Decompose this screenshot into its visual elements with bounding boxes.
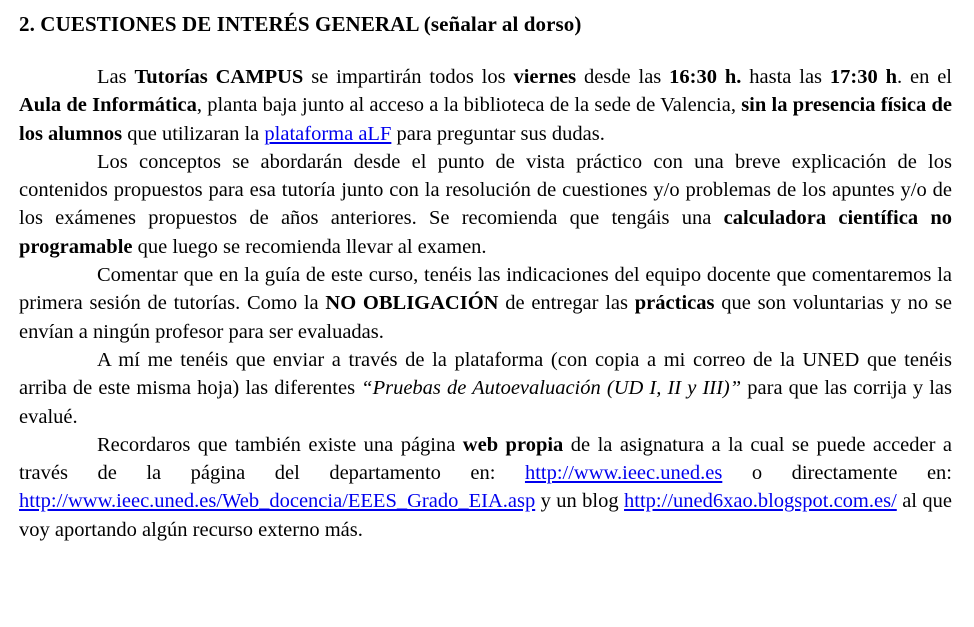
bold-text: web propia bbox=[462, 433, 564, 456]
section-body bbox=[19, 63, 952, 544]
bold-text: Aula de Informática bbox=[19, 94, 197, 117]
paragraph-web bbox=[19, 431, 952, 544]
link-blog[interactable]: http://uned6xao.blogspot.com.es/ bbox=[624, 490, 897, 513]
link-web-docencia[interactable]: http://www.ieec.uned.es/Web_docencia/EEES_Grado_EIA.asp bbox=[19, 490, 536, 513]
paragraph-autoevaluacion bbox=[19, 346, 952, 431]
paragraph-tutorias bbox=[19, 63, 952, 148]
bold-text: prácticas bbox=[634, 292, 715, 315]
bold-text: NO OBLIGACIÓN bbox=[325, 292, 499, 315]
text-run: para preguntar sus dudas. bbox=[391, 122, 605, 145]
text-run: desde las bbox=[576, 66, 670, 88]
text-run: se impartirán todos los bbox=[303, 66, 514, 88]
section-heading: 2. CUESTIONES DE INTERÉS GENERAL (señalar al dorso) bbox=[19, 12, 582, 36]
text-run: hasta las bbox=[741, 66, 830, 88]
text-run: de la asignatura a la cual se puede acceder a través de la página del departamento en: bbox=[19, 433, 952, 485]
link-ieec-home[interactable]: http://www.ieec.uned.es bbox=[524, 462, 723, 485]
text-run: y un blog bbox=[535, 490, 625, 513]
text-run: Comentar que en la guía de este curso, tenéis las indicaciones del equipo docente que comentaremos la primera sesión de tutorías. Como la bbox=[19, 264, 952, 315]
text-run: para que las corrija y las evalué. bbox=[19, 377, 952, 428]
text-run: o directamente en: bbox=[722, 462, 952, 485]
italic-text: “Pruebas de Autoevaluación (UD I, II y III)” bbox=[361, 377, 742, 400]
paragraph-conceptos bbox=[19, 148, 952, 261]
paragraph-guia bbox=[19, 261, 952, 346]
bold-text: 16:30 h. bbox=[669, 66, 742, 88]
bold-text: 17:30 h bbox=[829, 66, 897, 88]
text-run: . en el bbox=[897, 66, 953, 88]
text-run: Los conceptos se abordarán desde el punto de vista práctico con una breve explicación de los contenidos propuestos para esa tutoría junto con la resolución de cuestiones y/o problemas de los apuntes y/o de los exámenes propuestos de años anteriores. Se recomienda que tengáis una bbox=[19, 150, 952, 230]
link-plataforma-alf[interactable]: plataforma aLF bbox=[264, 122, 392, 145]
text-run: de entregar las bbox=[498, 292, 635, 315]
text-run: Las bbox=[97, 66, 135, 88]
text-run: que utilizaran la bbox=[122, 122, 265, 145]
bold-text: calculadora científica no programable bbox=[19, 207, 952, 258]
bold-text: sin la presencia física de los alumnos bbox=[19, 94, 952, 145]
text-run: que son voluntarias y no se envían a ningún profesor para ser evaluadas. bbox=[19, 292, 952, 343]
text-run: Recordaros que también existe una página bbox=[97, 433, 463, 456]
text-run: A mí me tenéis que enviar a través de la plataforma (con copia a mi correo de la UNED que tenéis arriba de este misma hoja) las diferentes bbox=[19, 348, 952, 400]
text-run: que luego se recomienda llevar al examen. bbox=[132, 235, 487, 258]
bold-text: Tutorías CAMPUS bbox=[134, 66, 304, 88]
bold-text: viernes bbox=[513, 66, 577, 88]
text-run: al que voy aportando algún recurso externo más. bbox=[19, 490, 952, 541]
text-run: , planta baja junto al acceso a la biblioteca de la sede de Valencia, bbox=[196, 94, 742, 117]
